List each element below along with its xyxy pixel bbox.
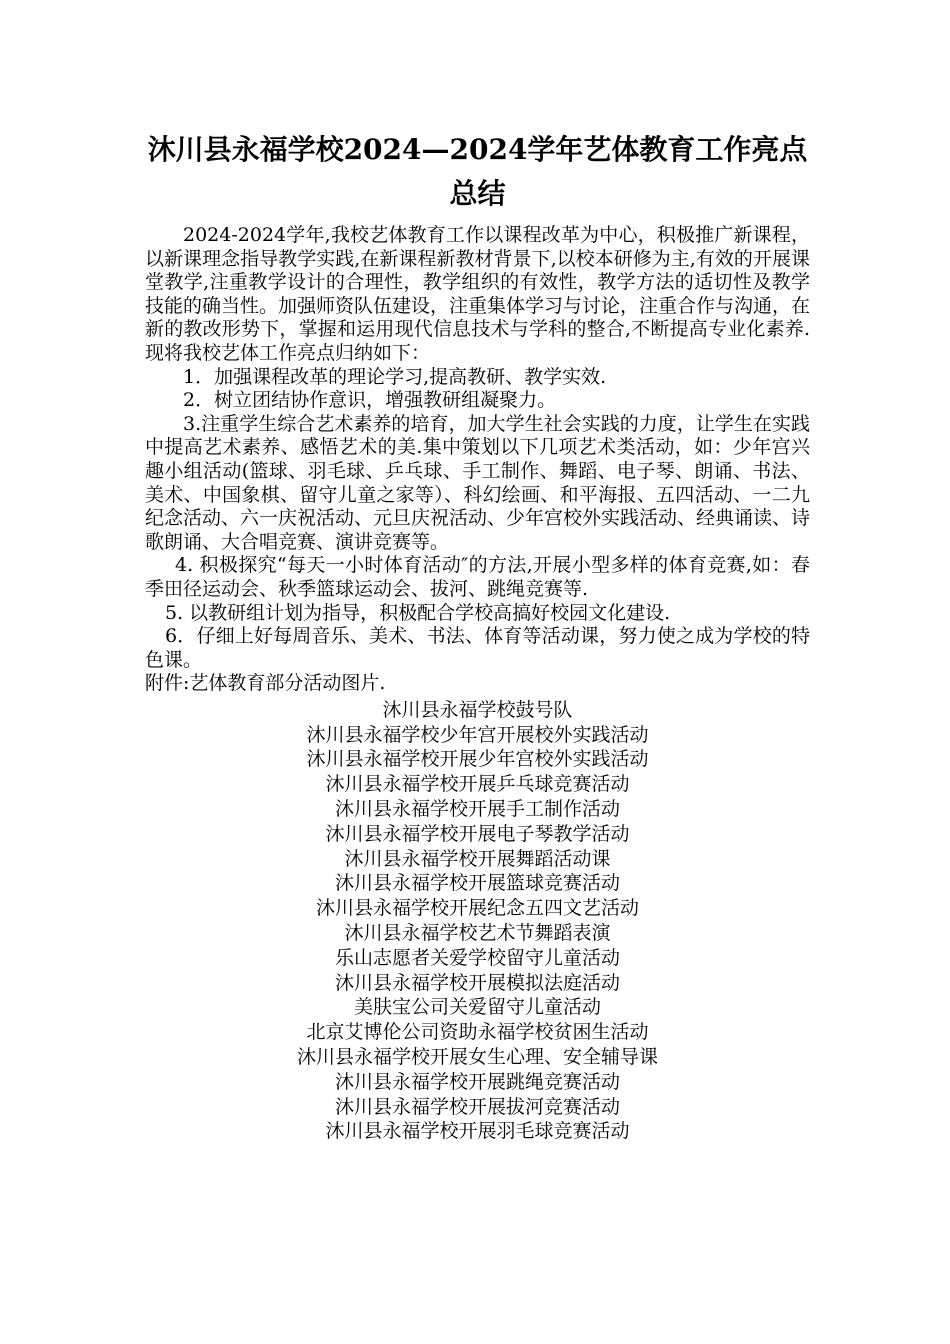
photo-caption: 沐川县永福学校开展拔河竞赛活动 (334, 1095, 620, 1118)
document-body (145, 224, 810, 1144)
photo-caption: 沐川县永福学校开展篮球竞赛活动 (334, 872, 620, 895)
item-2: 2．树立团结协作意识，增强教研组凝聚力。 (183, 389, 557, 412)
item-6: 6．仔细上好每周音乐、美术、书法、体育等活动课，努力使之成为学校的特色课。 (145, 625, 810, 671)
intro-paragraph: 2024-2024学年,我校艺体教育工作以课程改革为中心，积极推广新课程，以新课理念指导教学实践,在新课程新教材背景下,以校本研修为主,有效的开展课堂教学,注重教学设计的合理性，教学组织的有效性，教学方法的适切性及教学技能的确当性。加强师资队伍建设，注重集体学习与讨论，注重合作与沟通，在新的教改形势下，掌握和运用现代信息技术与学科的整合,不断提高专业化素养.现将我校艺体工作亮点归纳如下： (145, 224, 811, 364)
item-1: 1．加强课程改革的理论学习,提高教研、教学实效. (183, 365, 607, 388)
photo-caption: 沐川县永福学校少年宫开展校外实践活动 (306, 723, 649, 746)
photo-caption: 沐川县永福学校鼓号队 (382, 698, 573, 721)
photo-caption: 沐川县永福学校开展女生心理、安全辅导课 (296, 1046, 658, 1069)
photo-caption: 沐川县永福学校开展电子琴教学活动 (325, 822, 630, 845)
title-line-1: 沐川县永福学校2024—2024学年艺体教育工作亮点 (147, 133, 808, 166)
document-title (145, 128, 810, 216)
photo-caption: 沐川县永福学校开展羽毛球竞赛活动 (325, 1120, 630, 1143)
document-page (145, 128, 810, 1144)
photo-caption: 北京艾博伦公司资助永福学校贫困生活动 (306, 1021, 649, 1044)
photo-caption: 沐川县永福学校开展跳绳竞赛活动 (334, 1070, 620, 1093)
item-4: 4. 积极探究“每天一小时体育活动″的方法,开展小型多样的体育竞赛,如：春季田径运动会、秋季篮球运动会、拔河、跳绳竞赛等. (145, 554, 810, 600)
photo-caption: 沐川县永福学校开展舞蹈活动课 (344, 847, 611, 870)
photo-caption: 沐川县永福学校开展乒乓球竞赛活动 (325, 773, 630, 796)
item-5: 5. 以教研组计划为指导，积极配合学校高搞好校园文化建设. (165, 601, 671, 624)
item-3: 3.注重学生综合艺术素养的培育，加大学生社会实践的力度，让学生在实践中提高艺术素养、感悟艺术的美.集中策划以下几项艺术类活动，如：少年宫兴趣小组活动(篮球、羽毛球、乒乓球、手工制作、舞蹈、电子琴、朗诵、书法、美术、中国象棋、留守儿童之家等）、科幻绘画、和平海报、五四活动、一二九纪念活动、六一庆祝活动、元旦庆祝活动、少年宫校外实践活动、经典诵读、诗歌朗诵、大合唱竞赛、演讲竞赛等。 (145, 412, 811, 553)
photo-caption: 乐山志愿者关爱学校留守儿童活动 (334, 946, 620, 969)
photo-caption: 美肤宝公司关爱留守儿童活动 (353, 996, 601, 1019)
title-line-2: 总结 (449, 177, 506, 210)
photo-caption: 沐川县永福学校开展少年宫校外实践活动 (306, 748, 649, 771)
photo-caption: 沐川县永福学校开展模拟法庭活动 (334, 971, 620, 994)
attachment-label: 附件:艺体教育部分活动图片. (145, 672, 386, 695)
photo-caption-list (145, 698, 810, 1144)
photo-caption: 沐川县永福学校艺术节舞蹈表演 (344, 922, 611, 945)
photo-caption: 沐川县永福学校开展手工制作活动 (334, 798, 620, 821)
photo-caption: 沐川县永福学校开展纪念五四文艺活动 (315, 897, 639, 920)
